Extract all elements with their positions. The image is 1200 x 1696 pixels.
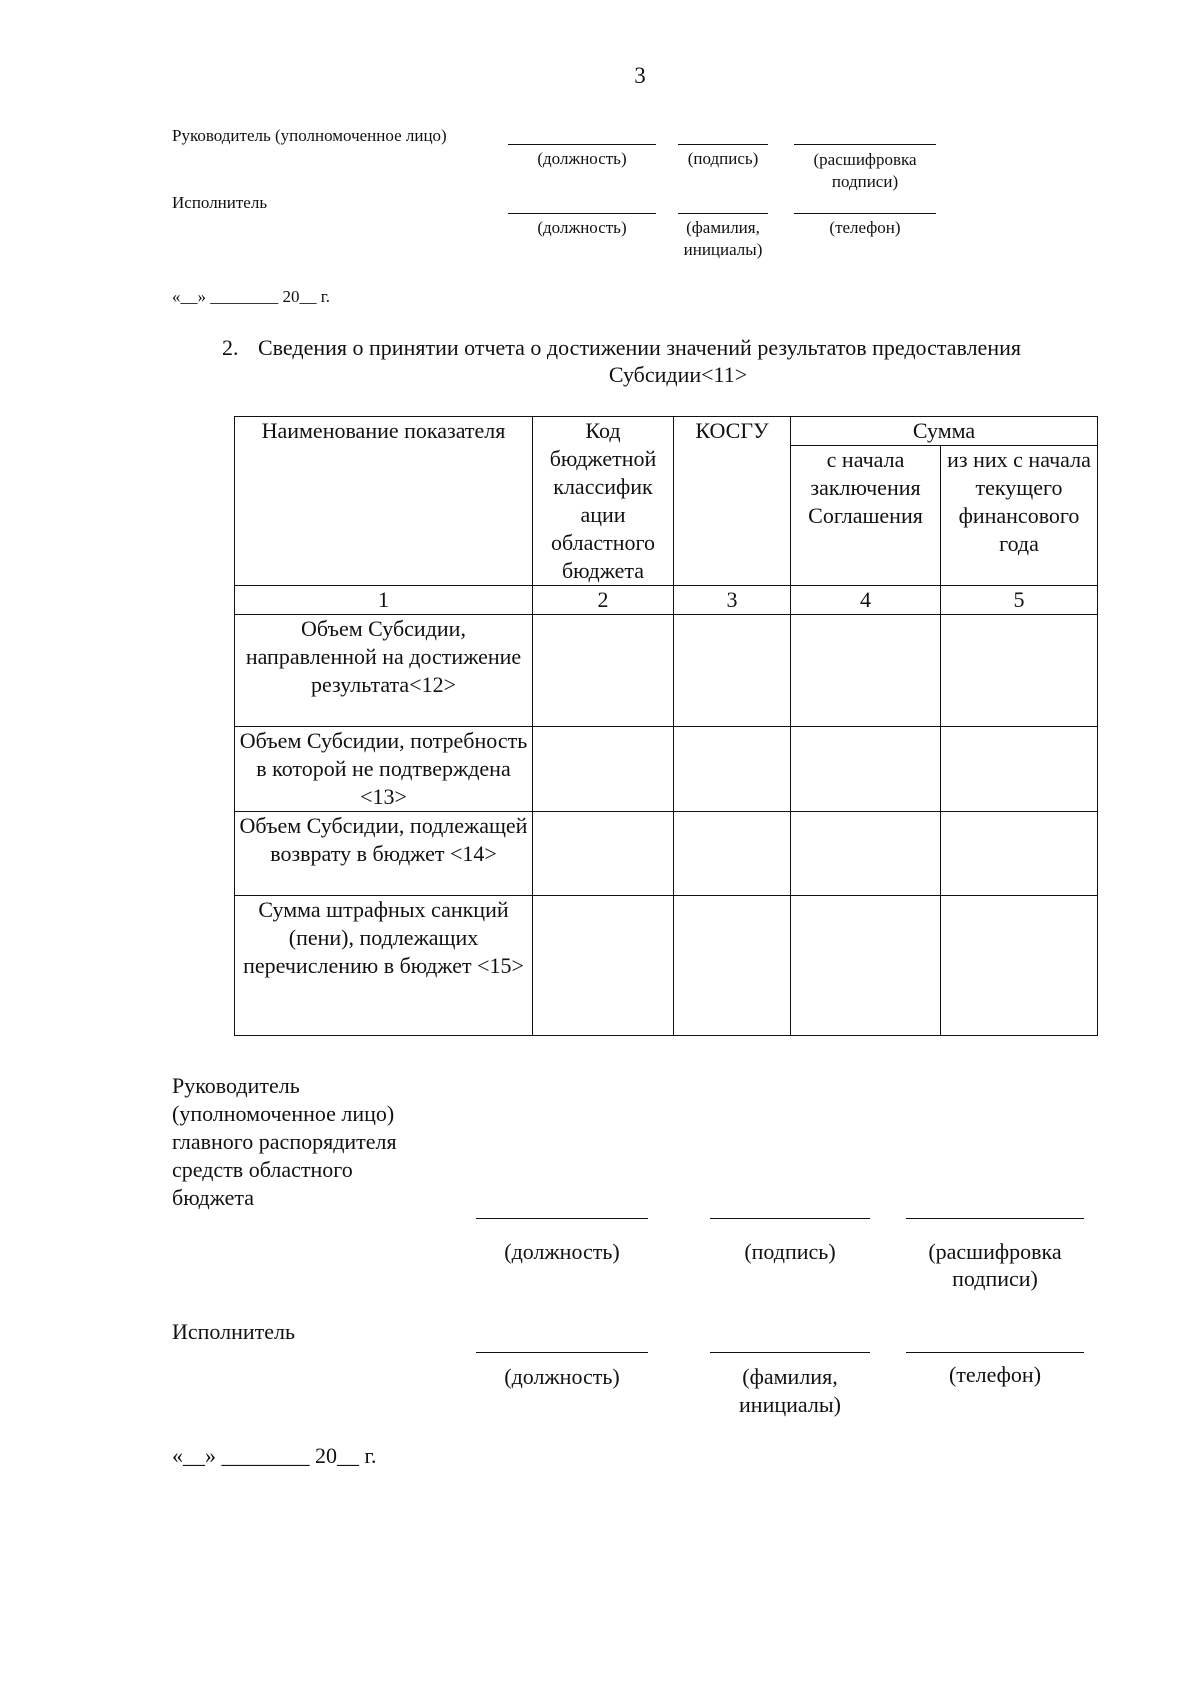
cell-sum-year <box>941 896 1098 1036</box>
top-position-line <box>508 144 656 145</box>
table-row <box>235 615 1098 727</box>
top-exec-caption-name-1: (фамилия, <box>686 218 760 237</box>
bottom-exec-position-line <box>476 1352 648 1353</box>
cell-sum-start <box>791 615 941 727</box>
table-row <box>235 727 1098 812</box>
top-signature-line <box>678 144 768 145</box>
page-number: 3 <box>634 63 646 88</box>
row-name: Объем Субсидии, направленной на достижение результата<12> <box>235 615 533 727</box>
bottom-head-line5: бюджета <box>172 1185 255 1210</box>
bottom-exec-caption-name-2: инициалы) <box>739 1392 841 1417</box>
cell-kosgu <box>674 812 791 896</box>
cell-sum-start <box>791 896 941 1036</box>
top-exec-phone-line <box>794 213 936 214</box>
header-sum-start: с начала заключения Соглашения <box>791 446 941 586</box>
top-caption-decoding-1: (расшифровка <box>813 150 917 169</box>
bottom-exec-caption-position: (должность) <box>504 1364 620 1389</box>
table-row <box>235 812 1098 896</box>
top-head-label: Руководитель (уполномоченное лицо) <box>172 126 447 145</box>
bottom-caption-position: (должность) <box>504 1239 620 1264</box>
top-exec-caption-name-2: инициалы) <box>683 240 763 259</box>
report-table <box>234 416 1098 1036</box>
bottom-exec-caption-phone: (телефон) <box>948 1362 1042 1387</box>
col-number: 3 <box>674 586 791 615</box>
row-name: Объем Субсидии, потребность в которой не подтверждена <13> <box>235 727 533 812</box>
bottom-head-line2: (уполномоченное лицо) <box>172 1101 395 1126</box>
top-caption-decoding-2: подписи) <box>831 172 899 191</box>
cell-code <box>533 812 674 896</box>
top-date-line: «__» ________ 20__ г. <box>172 287 331 306</box>
header-sum: Сумма <box>791 417 1098 446</box>
top-exec-name-line <box>678 213 768 214</box>
table-row <box>235 896 1098 1036</box>
bottom-decoding-line <box>906 1218 1084 1219</box>
bottom-head-line4: средств областного <box>172 1157 353 1182</box>
bottom-position-line <box>476 1218 648 1219</box>
cell-sum-year <box>941 727 1098 812</box>
col-number: 2 <box>533 586 674 615</box>
bottom-signature-line <box>710 1218 870 1219</box>
cell-kosgu <box>674 896 791 1036</box>
top-exec-position-line <box>508 213 656 214</box>
header-code: Код бюджетной классифик ации областного бюджета <box>533 417 674 586</box>
bottom-caption-signature: (подпись) <box>744 1239 836 1264</box>
bottom-exec-phone-line <box>906 1352 1084 1353</box>
bottom-exec-caption-name-1: (фамилия, <box>742 1364 838 1389</box>
top-decoding-line <box>794 144 936 145</box>
top-executor-label: Исполнитель <box>172 193 268 212</box>
row-name: Сумма штрафных санкций (пени), подлежащих перечислению в бюджет <15> <box>235 896 533 1036</box>
bottom-date-line: «__» ________ 20__ г. <box>172 1443 377 1468</box>
section-title-line2: Субсидии<11> <box>608 362 748 387</box>
top-exec-caption-position: (должность) <box>537 218 627 237</box>
bottom-head-line3: главного распорядителя <box>172 1129 397 1154</box>
bottom-head-line1: Руководитель <box>172 1073 300 1098</box>
header-sum-year: из них с начала текущего финансового года <box>941 446 1098 586</box>
cell-kosgu <box>674 727 791 812</box>
cell-code <box>533 896 674 1036</box>
bottom-caption-decoding-2: подписи) <box>952 1266 1038 1291</box>
top-exec-caption-phone: (телефон) <box>829 218 901 237</box>
top-caption-position: (должность) <box>537 149 627 168</box>
bottom-executor-label: Исполнитель <box>172 1319 296 1344</box>
cell-sum-start <box>791 812 941 896</box>
bottom-caption-decoding-1: (расшифровка <box>928 1239 1062 1264</box>
bottom-exec-name-line <box>710 1352 870 1353</box>
col-number: 4 <box>791 586 941 615</box>
col-number: 1 <box>235 586 533 615</box>
cell-sum-year <box>941 812 1098 896</box>
cell-sum-year <box>941 615 1098 727</box>
cell-kosgu <box>674 615 791 727</box>
top-caption-signature: (подпись) <box>687 149 759 168</box>
section-title-line1: Сведения о принятии отчета о достижении значений результатов предоставления <box>258 335 1021 360</box>
cell-code <box>533 727 674 812</box>
row-name: Объем Субсидии, подлежащей возврату в бюджет <14> <box>235 812 533 896</box>
cell-code <box>533 615 674 727</box>
header-kosgu: КОСГУ <box>674 417 791 586</box>
col-number: 5 <box>941 586 1098 615</box>
section-number: 2. <box>222 335 239 360</box>
header-name: Наименование показателя <box>235 417 533 586</box>
cell-sum-start <box>791 727 941 812</box>
